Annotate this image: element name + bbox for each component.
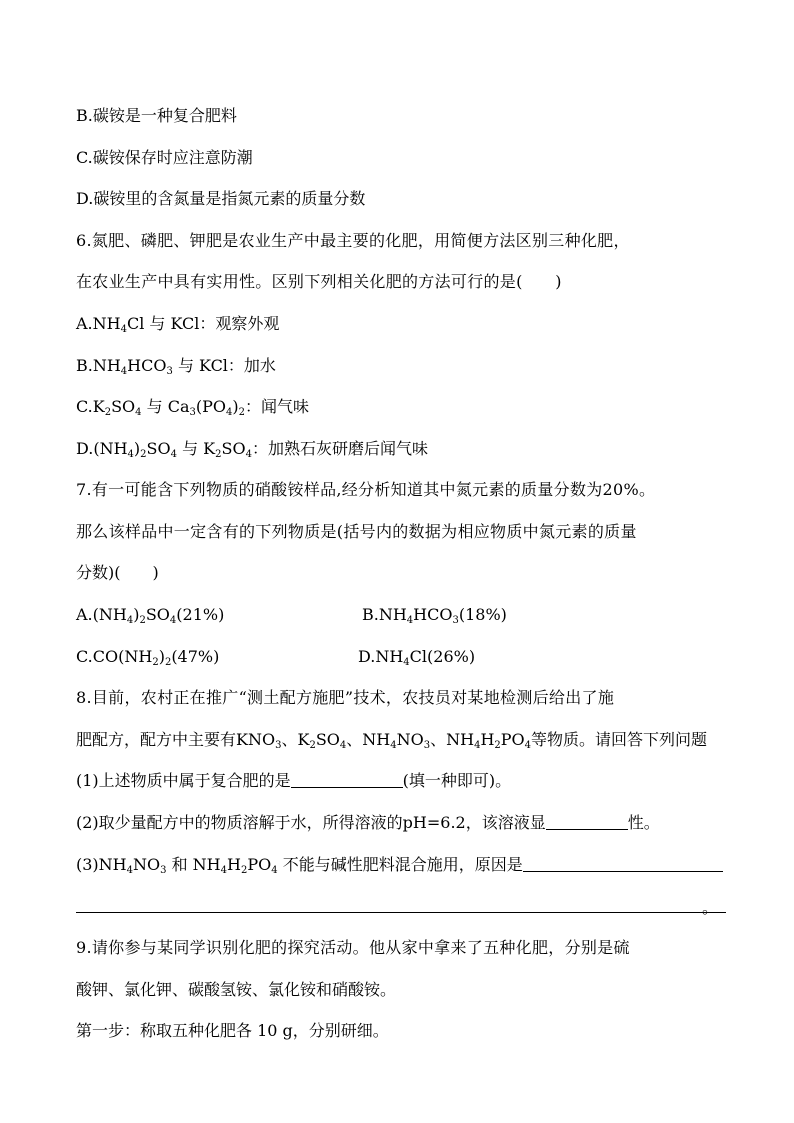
q8-part2-text: (2)取少量配方中的物质溶解于水，所得溶液的pH=6.2，该溶液显 (76, 813, 546, 832)
q5-option-c: C.碳铵保存时应注意防潮 (76, 148, 253, 167)
q6-option-a: $A.NH_4Cl$ 与 KCl：观察外观 (76, 314, 280, 335)
q9-stem-line1: 9.请你参与某同学识别化肥的探究活动。他从家中拿来了五种化肥，分别是硫 (76, 938, 630, 957)
q9-stem-line2: 酸钾、氯化钾、碳酸氢铵、氯化铵和硝酸铵。 (76, 980, 397, 999)
q7-option-c: $C.CO(NH_2)_2(47\%)$ (76, 647, 220, 668)
q7-stem-line3: 分数)( ) (76, 563, 159, 582)
q9-step1: 第一步：称取五种化肥各 10 g，分别研细。 (76, 1021, 389, 1040)
q6-option-d-text: 与 K (182, 439, 216, 458)
q7-option-b-pct: (18%) (458, 605, 507, 624)
q8-stem-line2-a: 肥配方，配方中主要有 (76, 730, 237, 749)
q5-option-d: D.碳铵里的含氮量是指氮元素的质量分数 (76, 189, 366, 208)
q8-part1-answer-blank[interactable] (291, 771, 403, 788)
q7-option-d-pct: (26%) (427, 647, 476, 666)
q8-stem-line2: 肥配方，配方中主要有$KNO_3$、$K_2SO_4$、$NH_4NO_3$、$NH_4H_2PO_4$等物质。请回答下列问题 (76, 730, 708, 751)
q8-stem-line2-b: 等物质。请回答下列问题 (531, 730, 708, 749)
q8-part3: $(3)NH_4NO_3$ 和 $NH_4H_2PO_4$ 不能与碱性肥料混合施用，原因是 (76, 855, 723, 875)
q6-option-c-tail: ：闻气味 (245, 397, 310, 416)
q8-part3-period: 。 (702, 898, 719, 917)
q6-option-d-tail: ：加熟石灰研磨后闻气味 (251, 439, 428, 458)
q6-option-b: $B.NH_4HCO_3$ 与 KCl：加水 (76, 356, 276, 377)
q7-option-d: $D.NH_4Cl(26\%)$ (358, 647, 476, 668)
q7-stem-line1: 7.有一可能含下列物质的硝酸铵样品,经分析知道其中氮元素的质量分数为20%。 (76, 480, 656, 499)
q6-option-d: $D.(NH_4)_2SO_4$ 与 $K_2SO_4$：加熟石灰研磨后闻气味 (76, 439, 428, 460)
q7-stem-line2: 那么该样品中一定含有的下列物质是(括号内的数据为相应物质中氮元素的质量 (76, 522, 637, 541)
q8-part1 (76, 771, 511, 791)
q7-option-a-pct: (21%) (176, 605, 225, 624)
q8-part3-text: 不能与碱性肥料混合施用，原因是 (282, 855, 523, 874)
q6-option-c: $C.K_2SO_4$ 与 $Ca_3(PO_4)_2$：闻气味 (76, 397, 310, 418)
q6-option-b-text: 与 KCl：加水 (177, 356, 276, 375)
q6-stem-line2: 在农业生产中具有实用性。区别下列相关化肥的方法可行的是( ) (76, 272, 562, 291)
q6-option-a-text: 与 KCl：观察外观 (149, 314, 280, 333)
q7-option-a: $A.(NH_4)_2SO_4(21\%)$ (76, 605, 225, 626)
q6-stem-line1: 6.氮肥、磷肥、钾肥是农业生产中最主要的化肥，用简便方法区别三种化肥， (76, 231, 630, 250)
q8-part2-text-end: 性。 (627, 813, 660, 832)
q8-part3-answer-blank[interactable] (523, 855, 723, 872)
q8-part1-text: (1)上述物质中属于复合肥的是 (76, 771, 291, 790)
q8-part2-answer-blank[interactable] (546, 813, 628, 830)
q5-option-b: B.碳铵是一种复合肥料 (76, 106, 237, 125)
q8-part1-text-end: (填一种即可)。 (402, 771, 512, 790)
q6-option-c-text: 与 Ca (146, 397, 190, 416)
q7-option-c-pct: (47%) (171, 647, 220, 666)
q7-option-b: $B.NH_4HCO_3(18\%)$ (362, 605, 507, 626)
q8-stem-line1: 8.目前，农村正在推广“测土配方施肥”技术，农技员对某地检测后给出了施 (76, 688, 615, 707)
q8-part3-answer-line2[interactable] (76, 912, 726, 913)
q8-part2 (76, 813, 660, 833)
